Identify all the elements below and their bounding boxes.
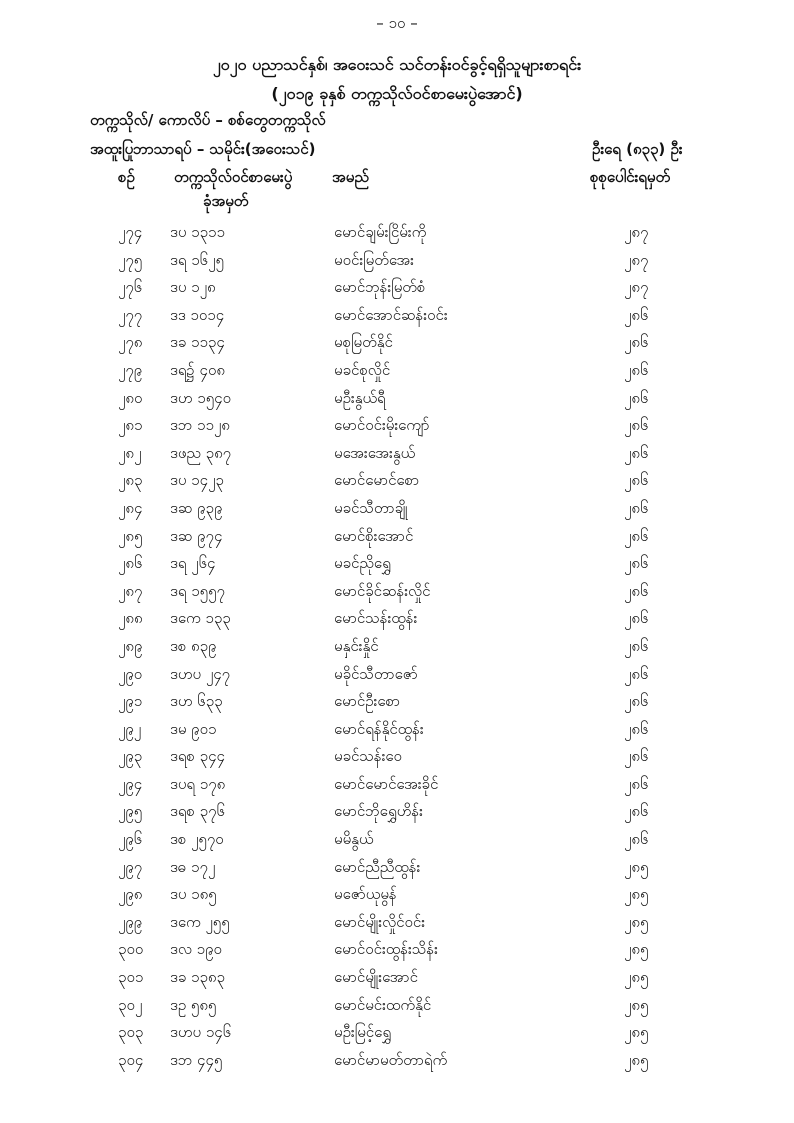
table-row bbox=[0, 830, 794, 858]
serial-cell: ၂၇၇ bbox=[118, 305, 143, 324]
table-row bbox=[0, 802, 794, 830]
serial-cell: ၂၈၀ bbox=[118, 388, 143, 407]
table-row bbox=[0, 720, 794, 748]
name-cell: မောင်ခိုင်ဆန်းလှိုင် bbox=[334, 581, 431, 600]
marks-cell: ၂၈၆ bbox=[624, 388, 649, 407]
name-cell: မောင်ချမ်းငြိမ်းကို bbox=[334, 223, 427, 241]
name-cell: မောင်ရန်နိုင်ထွန်း bbox=[334, 719, 424, 738]
marks-cell: ၂၈၅ bbox=[624, 995, 649, 1014]
table-row bbox=[0, 389, 794, 417]
marks-cell: ၂၈၅ bbox=[624, 968, 649, 987]
roll-number-cell: ဒဆ ၉၃၉ bbox=[170, 498, 223, 517]
serial-cell: ၂၉၁ bbox=[118, 692, 143, 711]
name-cell: မောင်မျိုးအောင် bbox=[334, 968, 418, 987]
marks-cell: ၂၈၆ bbox=[624, 498, 649, 517]
serial-cell: ၃၀၂ bbox=[118, 995, 143, 1014]
name-cell: မခင်စုလှိုင် bbox=[334, 360, 391, 379]
roll-number-cell: ဒဟ ၆၃၃ bbox=[170, 692, 223, 711]
roll-number-cell: ဒဒ ၁၀၁၄ bbox=[170, 305, 225, 324]
table-row bbox=[0, 747, 794, 775]
name-cell: မောင်ဝင်းမိုးကျော် bbox=[334, 416, 430, 435]
marks-cell: ၂၈၅ bbox=[624, 885, 649, 904]
serial-cell: ၃၀၃ bbox=[118, 1023, 144, 1042]
serial-cell: ၂၈၄ bbox=[118, 498, 143, 517]
table-row bbox=[0, 609, 794, 637]
marks-cell: ၂၈၆ bbox=[624, 802, 649, 821]
roll-number-cell: ဒစ ၂၅၇၀ bbox=[170, 830, 224, 849]
table-row bbox=[0, 775, 794, 803]
marks-cell: ၂၈၆ bbox=[624, 774, 649, 793]
marks-cell: ၂၈၆ bbox=[624, 609, 649, 628]
roll-number-cell: ဒဟပ ၂၄၇ bbox=[170, 664, 231, 683]
serial-cell: ၂၇၅ bbox=[118, 250, 143, 269]
document-subtitle: (၂၀၁၉ ခုနှစ် တက္ကသိုလ်ဝင်စာမေးပွဲအောင်) bbox=[271, 84, 523, 103]
marks-cell: ၂၈၅ bbox=[624, 940, 649, 959]
marks-cell: ၂၈၆ bbox=[624, 360, 649, 379]
name-cell: မဦးနွယ်ရီ bbox=[334, 388, 386, 407]
serial-cell: ၂၉၆ bbox=[118, 830, 143, 849]
table-row bbox=[0, 223, 794, 251]
roll-number-cell: ဒဥ ၅၈၅ bbox=[170, 995, 217, 1014]
serial-cell: ၃၀၁ bbox=[118, 968, 144, 987]
roll-number-cell: ဒလ ၁၉၀ bbox=[170, 940, 222, 959]
table-row bbox=[0, 582, 794, 610]
header-roll-number: တက္ကသိုလ်ဝင်စာမေးပွဲ bbox=[174, 168, 293, 186]
serial-cell: ၂၈၆ bbox=[118, 554, 143, 573]
roll-number-cell: ဒပ ၁၂၈ bbox=[170, 278, 216, 297]
name-cell: မောင်စိုးအောင် bbox=[334, 526, 414, 545]
serial-cell: ၂၇၉ bbox=[118, 360, 143, 379]
name-cell: မခင်သန်းဝေ bbox=[334, 747, 402, 766]
name-cell: မောင်ဦးစော bbox=[334, 692, 401, 711]
table-row bbox=[0, 1023, 794, 1051]
name-cell: မောင်သန်းထွန်း bbox=[334, 609, 418, 628]
serial-cell: ၂၉၉ bbox=[118, 912, 143, 931]
serial-cell: ၂၈၃ bbox=[118, 471, 143, 490]
name-cell: မောင်ညီညီထွန်း bbox=[334, 857, 421, 876]
roll-number-cell: ဒဆ ၉၇၄ bbox=[170, 526, 223, 545]
table-row bbox=[0, 1051, 794, 1079]
marks-cell: ၂၈၅ bbox=[624, 912, 649, 931]
header-total-marks: စုစုပေါင်းရမှတ် bbox=[590, 168, 671, 186]
marks-cell: ၂၈၆ bbox=[624, 526, 649, 545]
name-cell: မဇော်ယုမွန် bbox=[334, 885, 397, 904]
table-row bbox=[0, 251, 794, 279]
serial-cell: ၂၈၂ bbox=[118, 443, 142, 462]
header-roll-number-line2: ခုံအမှတ် bbox=[203, 192, 249, 210]
serial-cell: ၃၀၀ bbox=[118, 940, 144, 959]
university-line: တက္ကသိုလ်/ ကောလိပ် – စစ်တွေတက္ကသိုလ် bbox=[90, 111, 326, 129]
name-cell: မောင်ဝင်းထွန်းသိန်း bbox=[334, 940, 438, 959]
serial-cell: ၂၉၈ bbox=[118, 885, 143, 904]
roll-number-cell: ဒရ ၁၅၅၇ bbox=[170, 581, 225, 600]
table-row bbox=[0, 333, 794, 361]
page-number: – ၁၀ – bbox=[376, 14, 418, 32]
name-cell: မနှင်းနှိုင် bbox=[334, 636, 379, 655]
table-row bbox=[0, 471, 794, 499]
roll-number-cell: ဒခ ၁၁၃၄ bbox=[170, 333, 225, 352]
name-cell: မမိနွယ် bbox=[334, 830, 374, 849]
marks-cell: ၂၈၆ bbox=[624, 581, 649, 600]
table-row bbox=[0, 637, 794, 665]
roll-number-cell: ဒဟပ ၁၄၆ bbox=[170, 1023, 232, 1042]
serial-cell: ၂၇၄ bbox=[118, 223, 143, 241]
marks-cell: ၂၈၅ bbox=[624, 1023, 649, 1042]
document-title: ၂၀၂၀ ပညာသင်နှစ်၊ အဝေးသင် သင်တန်းဝင်ခွင့်ရရှိသူများစာရင်း bbox=[212, 55, 582, 74]
roll-number-cell: ဒရ၌ ၄၀၈ bbox=[170, 360, 225, 379]
table-row bbox=[0, 416, 794, 444]
table-row bbox=[0, 968, 794, 996]
subject-line: အထူးပြုဘာသာရပ် – သမိုင်း(အဝေးသင်) bbox=[90, 140, 316, 158]
serial-cell: ၂၈၁ bbox=[118, 416, 143, 435]
marks-cell: ၂၈၆ bbox=[624, 664, 649, 683]
roll-number-cell: ဒကေ ၂၅၅ bbox=[170, 912, 230, 931]
roll-number-cell: ဒပ ၁၈၅ bbox=[170, 885, 217, 904]
table-row bbox=[0, 361, 794, 389]
roll-number-cell: ဒပ ၁၄၂၃ bbox=[170, 471, 224, 490]
table-row bbox=[0, 858, 794, 886]
total-count: ဦးရေ (၈၃၃) ဦး bbox=[592, 140, 683, 158]
table-row bbox=[0, 554, 794, 582]
roll-number-cell: ဒဘ ၄၄၅ bbox=[170, 1050, 223, 1069]
table-row bbox=[0, 913, 794, 941]
marks-cell: ၂၈၇ bbox=[624, 223, 649, 241]
table-row bbox=[0, 499, 794, 527]
serial-cell: ၂၉၃ bbox=[118, 747, 143, 766]
serial-cell: ၂၇၆ bbox=[118, 278, 143, 297]
roll-number-cell: ဒရစ ၃၄၄ bbox=[170, 747, 225, 766]
serial-cell: ၂၇၈ bbox=[118, 333, 143, 352]
roll-number-cell: ဒကေ ၁၃၃ bbox=[170, 609, 231, 628]
table-row bbox=[0, 278, 794, 306]
marks-cell: ၂၈၅ bbox=[624, 857, 649, 876]
serial-cell: ၂၉၀ bbox=[118, 664, 143, 683]
serial-cell: ၃၀၄ bbox=[118, 1050, 144, 1069]
name-cell: မောင်ဘိုရွှေဟိန်း bbox=[334, 802, 423, 821]
serial-cell: ၂၉၄ bbox=[118, 774, 143, 793]
roll-number-cell: ဒဘ ၁၁၂၈ bbox=[170, 416, 230, 435]
marks-cell: ၂၈၆ bbox=[624, 747, 649, 766]
header-serial: စဉ် bbox=[118, 168, 135, 186]
student-list bbox=[0, 223, 794, 1078]
roll-number-cell: ဒမ ၉၀၁ bbox=[170, 719, 217, 738]
marks-cell: ၂၈၆ bbox=[624, 443, 649, 462]
marks-cell: ၂၈၆ bbox=[624, 636, 649, 655]
roll-number-cell: ဒပ ၁၃၁၁ bbox=[170, 223, 225, 241]
marks-cell: ၂၈၇ bbox=[624, 278, 649, 297]
roll-number-cell: ဒရစ ၃၇၆ bbox=[170, 802, 225, 821]
name-cell: မခင်ညိုရွှေ bbox=[334, 554, 391, 573]
serial-cell: ၂၈၇ bbox=[118, 581, 143, 600]
roll-number-cell: ဒဖည ၃၈၇ bbox=[170, 443, 232, 462]
marks-cell: ၂၈၆ bbox=[624, 554, 649, 573]
marks-cell: ၂၈၆ bbox=[624, 830, 649, 849]
roll-number-cell: ဒဟ ၁၅၄၀ bbox=[170, 388, 232, 407]
table-row bbox=[0, 692, 794, 720]
serial-cell: ၂၈၈ bbox=[118, 609, 143, 628]
roll-number-cell: ဒပရ ၁၇၈ bbox=[170, 774, 226, 793]
roll-number-cell: ဒရ ၂၆၄ bbox=[170, 554, 216, 573]
name-cell: မောင်ဘုန်းမြတ်စံ bbox=[334, 278, 426, 297]
name-cell: မဦးမြင့်ရွှေ bbox=[334, 1023, 392, 1042]
serial-cell: ၂၉၇ bbox=[118, 857, 143, 876]
table-row bbox=[0, 996, 794, 1024]
roll-number-cell: ဒရ ၁၆၂၅ bbox=[170, 250, 224, 269]
marks-cell: ၂၈၆ bbox=[624, 333, 649, 352]
marks-cell: ၂၈၆ bbox=[624, 692, 649, 711]
marks-cell: ၂၈၆ bbox=[624, 305, 649, 324]
serial-cell: ၂၉၂ bbox=[118, 719, 142, 738]
marks-cell: ၂၈၅ bbox=[624, 1050, 649, 1069]
marks-cell: ၂၈၆ bbox=[624, 471, 649, 490]
table-row bbox=[0, 940, 794, 968]
marks-cell: ၂၈၆ bbox=[624, 719, 649, 738]
name-cell: မအေးအေးနွယ် bbox=[334, 443, 416, 462]
name-cell: မခိုင်သီတာဇော် bbox=[334, 664, 418, 683]
serial-cell: ၂၈၅ bbox=[118, 526, 143, 545]
table-row bbox=[0, 665, 794, 693]
serial-cell: ၂၈၉ bbox=[118, 636, 143, 655]
name-cell: မောင်အောင်ဆန်းဝင်း bbox=[334, 305, 448, 324]
name-cell: မောင်မာမတ်တာရဲက် bbox=[334, 1050, 448, 1069]
table-row bbox=[0, 527, 794, 555]
roll-number-cell: ဒခ ၁၃၈၃ bbox=[170, 968, 225, 987]
roll-number-cell: ဒစ ၈၃၉ bbox=[170, 636, 217, 655]
marks-cell: ၂၈၇ bbox=[624, 250, 649, 269]
table-row bbox=[0, 306, 794, 334]
marks-cell: ၂၈၆ bbox=[624, 416, 649, 435]
name-cell: မောင်မောင်အေးခိုင် bbox=[334, 774, 439, 793]
name-cell: မစုမြတ်နိုင် bbox=[334, 333, 393, 352]
name-cell: မောင်မောင်စော bbox=[334, 471, 420, 490]
table-row bbox=[0, 444, 794, 472]
table-row bbox=[0, 885, 794, 913]
serial-cell: ၂၉၅ bbox=[118, 802, 143, 821]
name-cell: မဝင်းမြတ်အေး bbox=[334, 250, 414, 269]
name-cell: မောင်မျိုးလှိုင်ဝင်း bbox=[334, 912, 426, 931]
header-name: အမည် bbox=[332, 168, 369, 186]
name-cell: မခင်သီတာချို bbox=[334, 498, 408, 517]
roll-number-cell: ဒဓ ၁၇၂ bbox=[170, 857, 216, 876]
name-cell: မောင်မင်းထက်နိုင် bbox=[334, 995, 432, 1014]
